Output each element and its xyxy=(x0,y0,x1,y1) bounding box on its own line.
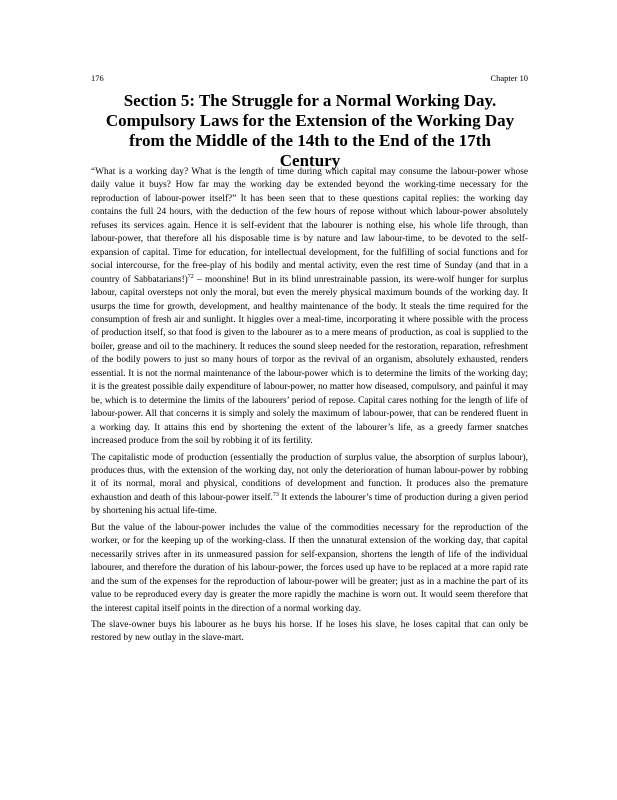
paragraph: But the value of the labour-power includes the value of the commodities necessary for the reproduction of the worker, or for the keeping up of the working-class. If then the unnatural extension of the working day, that capital necessarily strives after in its unmeasured passion for self-expansion, shortens the length of life of the individual labourer, and therefore the duration of his labour-power, the forces used up have to be replaced at a more rapid rate and the sum of the expenses for the reproduction of labour-power will be greater; just as in a machine the part of its value to be reproduced every day is greater the more rapidly the machine is worn out. It would seem therefore that the interest capital itself points in the direction of a normal working day. xyxy=(91,522,528,614)
paragraph: The slave-owner buys his labourer as he buys his horse. If he loses his slave, he loses capital that can only be restored by new outlay in the slave-mart. xyxy=(91,619,528,644)
footnote-ref[interactable]: 72 xyxy=(187,273,194,280)
body-text xyxy=(91,166,528,649)
paragraph: “What is a working day? What is the length of time during which capital may consume the labour-power whose daily value it buys? How far may the working day be extended beyond the working-time necessary for the reproduction of labour-power itself?” It has been seen that to these questions capital replies: the working day contains the full 24 hours, with the deduction of the few hours of repose without which labour-power absolutely refuses its services again. Hence it is self-evident that the labourer is nothing else, his whole life through, than labour-power, that therefore all his disposable time is by nature and law labour-time, to be devoted to the self-expansion of capital. Time for education, for intellectual development, for the fulfilling of social functions and for social intercourse, for the free-play of his bodily and mental activity, even the rest time of Sunday (and that in a country of Sabbatarians!)$^{72}$ – moonshine! But in its blind unrestrainable passion, its were-wolf hunger for surplus labour, capital oversteps not only the moral, but even the merely physical maximum bounds of the working day. It usurps the time for growth, development, and healthy maintenance of the body. It steals the time required for the consumption of fresh air and sunlight. It higgles over a meal-time, incorporating it where possible with the process of production itself, so that food is given to the labourer as to a mere means of production, as coal is supplied to the boiler, grease and oil to the machinery. It reduces the sound sleep needed for the restoration, reparation, refreshment of the bodily powers to just so many hours of torpor as the revival of an organism, absolutely exhausted, renders essential. It is not the normal maintenance of the labour-power which is to determine the limits of the working day; it is the greatest possible daily expenditure of labour-power, no matter how diseased, compulsory, and painful it may be, which is to determine the limits of the labourers’ period of repose. Capital cares nothing for the length of life of labour-power. All that concerns it is simply and solely the maximum of labour-power, that can be rendered fluent in a working day. It attains this end by shortening the extent of the labourer’s life, as a greedy farmer snatches increased produce from the soil by robbing it of its fertility. xyxy=(91,167,528,447)
running-header xyxy=(91,73,528,83)
chapter-label: Chapter 10 xyxy=(490,73,528,83)
paragraph: The capitalistic mode of production (essentially the production of surplus value, the absorption of surplus labour), produces thus, with the extension of the working day, not only the deterioration of human labour-power by robbing it of its normal, moral and physical, conditions of development and function. It produces also the premature exhaustion and death of this labour-power itself.$^{73}$ It extends the labourer’s time of production during a given period by shortening his actual life-time. xyxy=(91,452,528,517)
page-number: 176 xyxy=(91,73,104,83)
section-title: Section 5: The Struggle for a Normal Working Day. Compulsory Laws for the Extension of the Working Day from the Middle of the 14th to the End of the 17th Century xyxy=(105,91,515,170)
footnote-ref[interactable]: 73 xyxy=(272,491,279,498)
